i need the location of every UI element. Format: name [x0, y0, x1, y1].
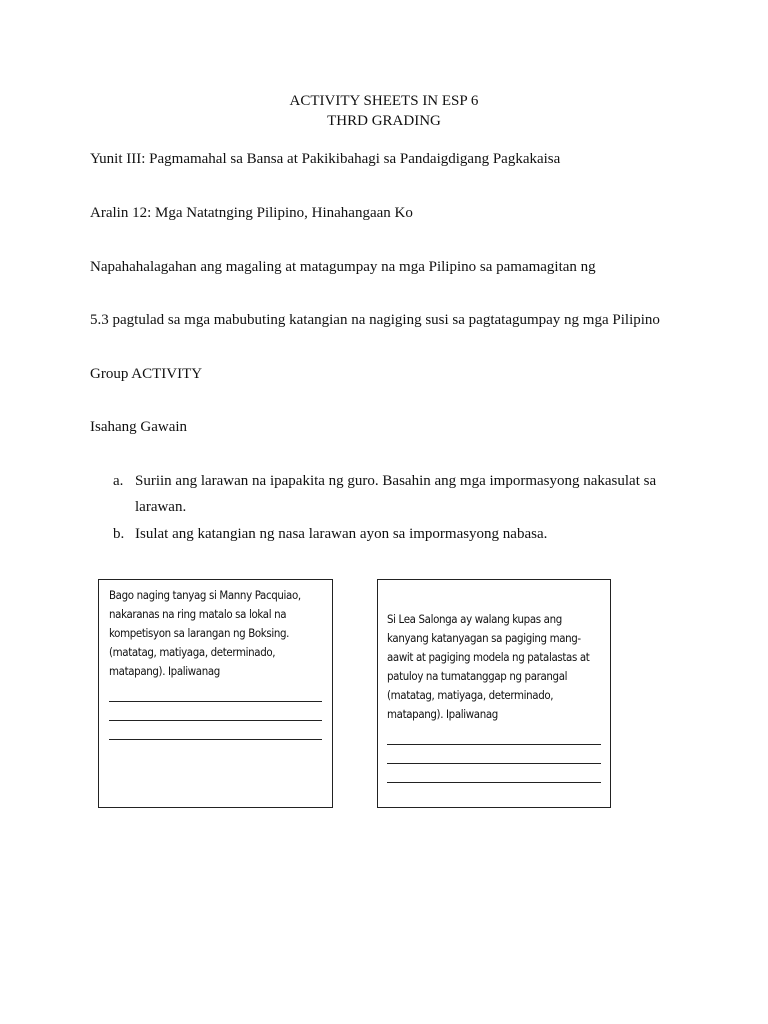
pacquiao-question-box: [98, 579, 333, 808]
task-title: Isahang Gawain: [90, 419, 188, 435]
list-marker: a.: [113, 473, 124, 489]
question-text: Si Lea Salonga ay walang kupas ang kanyang katanyagan sa pagiging mang-aawit at pagiging modela ng patalastas at patuloy na tumatanggap ng parangal (matatag, matiyaga, determinado, matapang). Ipaliwanag: [387, 612, 590, 721]
instruction-item: [113, 468, 673, 520]
answer-line[interactable]: [387, 745, 601, 764]
instruction-text: Suriin ang larawan na ipapakita ng guro. Basahin ang mga impormasyong nakasulat sa larawan.: [135, 473, 657, 515]
list-marker: b.: [113, 526, 125, 542]
competency-text: 5.3 pagtulad sa mga mabubuting katangian na nagiging susi sa pagtatagumpay ng mga Pilipino: [90, 312, 660, 328]
instruction-item: [113, 521, 673, 547]
salonga-question-box: [377, 579, 611, 808]
instruction-text: Isulat ang katangian ng nasa larawan ayon sa impormasyong nabasa.: [135, 526, 548, 542]
sheet-title: ACTIVITY SHEETS IN ESP 6: [289, 93, 479, 109]
sheet-subtitle: THRD GRADING: [327, 113, 441, 129]
answer-line[interactable]: [387, 726, 601, 745]
answer-line[interactable]: [387, 764, 601, 783]
objective-text: Napahahalagahan ang magaling at matagumpay na mga Pilipino sa pamamagitan ng: [90, 259, 596, 275]
lesson-heading: Aralin 12: Mga Natatnging Pilipino, Hinahangaan Ko: [90, 205, 413, 221]
answer-line[interactable]: [109, 683, 322, 702]
activity-type: Group ACTIVITY: [90, 366, 203, 382]
answer-line[interactable]: [109, 702, 322, 721]
answer-line[interactable]: [109, 721, 322, 740]
question-text: Bago naging tanyag si Manny Pacquiao, nakaranas na ring matalo sa lokal na kompetisyon sa larangan ng Boksing. (matatag, matiyaga, determinado, matapang). Ipaliwanag: [109, 588, 301, 678]
unit-heading: Yunit III: Pagmamahal sa Bansa at Pakikibahagi sa Pandaigdigang Pagkakaisa: [90, 151, 561, 167]
